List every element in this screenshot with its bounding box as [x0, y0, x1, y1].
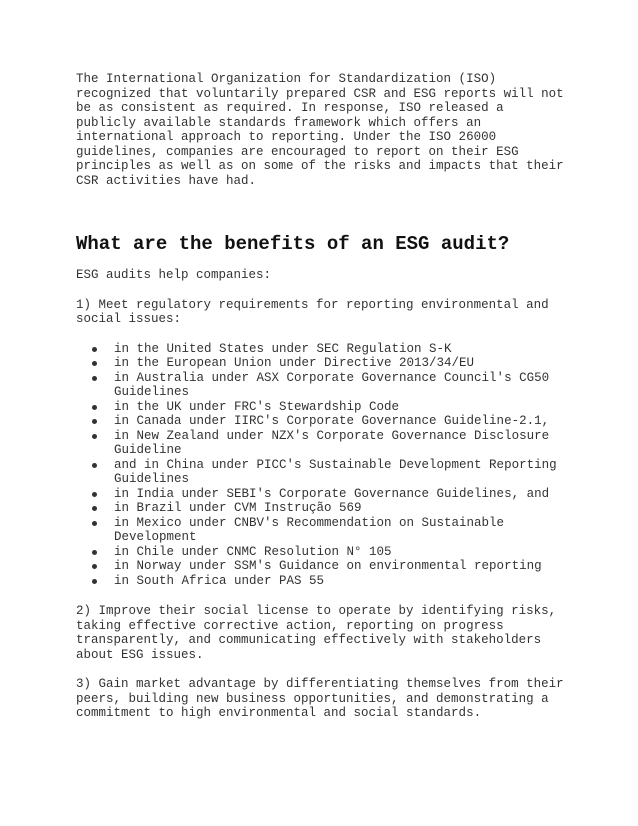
list-item: [114, 400, 566, 415]
list-item-text: in Norway under SSM's Guidance on environmental reporting: [114, 559, 542, 573]
bullet-icon: [92, 550, 97, 555]
bullet-icon: [92, 434, 97, 439]
bullet-icon: [92, 492, 97, 497]
list-item-text: in South Africa under PAS 55: [114, 573, 325, 588]
list-item-text: in the European Union under Directive 2013/34/EU: [114, 356, 475, 370]
bullet-icon: [92, 521, 97, 526]
list-item-text: in New Zealand under NZX's Corporate Governance Disclosure Guideline: [114, 428, 550, 457]
list-item: [114, 574, 566, 589]
list-item: [114, 371, 566, 400]
list-item: [114, 516, 566, 545]
list-item: [114, 356, 566, 371]
list-item-text: in Mexico under CNBV's Recommendation on Sustainable Development: [114, 515, 505, 544]
bullet-icon: [92, 579, 97, 584]
list-item: [114, 545, 566, 560]
bullet-icon: [92, 463, 97, 468]
bullet-icon: [92, 506, 97, 511]
list-item-text: in Canada under IIRC's Corporate Governance Guideline-2.1,: [114, 414, 550, 428]
list-item: [114, 487, 566, 502]
list-item-text: in Australia under ASX Corporate Governance Council's CG50 Guidelines: [114, 370, 550, 399]
intro-paragraph: The International Organization for Standardization (ISO) recognized that voluntarily prepared CSR and ESG reports will not be as consistent as required. In response, ISO released a publicly available standards framework which offers an international approach to reporting. Under the ISO 26000 guidelines, companies are encouraged to report on their ESG principles as well as on some of the risks and impacts that their CSR activities have had.: [76, 72, 564, 188]
document-page: [76, 72, 566, 736]
bullet-icon: [92, 361, 97, 366]
list-item-text: and in China under PICC's Sustainable Development Reporting Guidelines: [114, 457, 557, 486]
point-2-paragraph: 2) Improve their social license to operate by identifying risks, taking effective corrective action, reporting on progress transparently, and communicating effectively with stakeholders about ESG issues.: [76, 604, 557, 662]
bullet-icon: [92, 376, 97, 381]
bullet-icon: [92, 347, 97, 352]
bullet-icon: [92, 564, 97, 569]
point-3-paragraph: 3) Gain market advantage by differentiating themselves from their peers, building new business opportunities, and demonstrating a commitment to high environmental and social standards.: [76, 677, 564, 720]
list-item: [114, 429, 566, 458]
bullet-icon: [92, 419, 97, 424]
list-item-text: in the United States under SEC Regulation S-K: [114, 341, 452, 356]
regulations-list: [76, 342, 566, 589]
list-item: [114, 414, 566, 429]
lead-paragraph: ESG audits help companies:: [76, 268, 272, 282]
list-item: [114, 342, 566, 357]
list-item-text: in India under SEBI's Corporate Governance Guidelines, and: [114, 486, 550, 501]
list-item: [114, 458, 566, 487]
list-item: [114, 501, 566, 516]
list-item-text: in Chile under CNMC Resolution N° 105: [114, 544, 392, 559]
section-heading: What are the benefits of an ESG audit?: [76, 233, 510, 255]
bullet-icon: [92, 405, 97, 410]
list-item: [114, 559, 566, 574]
list-item-text: in Brazil under CVM Instrução 569: [114, 501, 362, 515]
list-item-text: in the UK under FRC's Stewardship Code: [114, 399, 400, 414]
point-1-paragraph: 1) Meet regulatory requirements for reporting environmental and social issues:: [76, 297, 549, 326]
